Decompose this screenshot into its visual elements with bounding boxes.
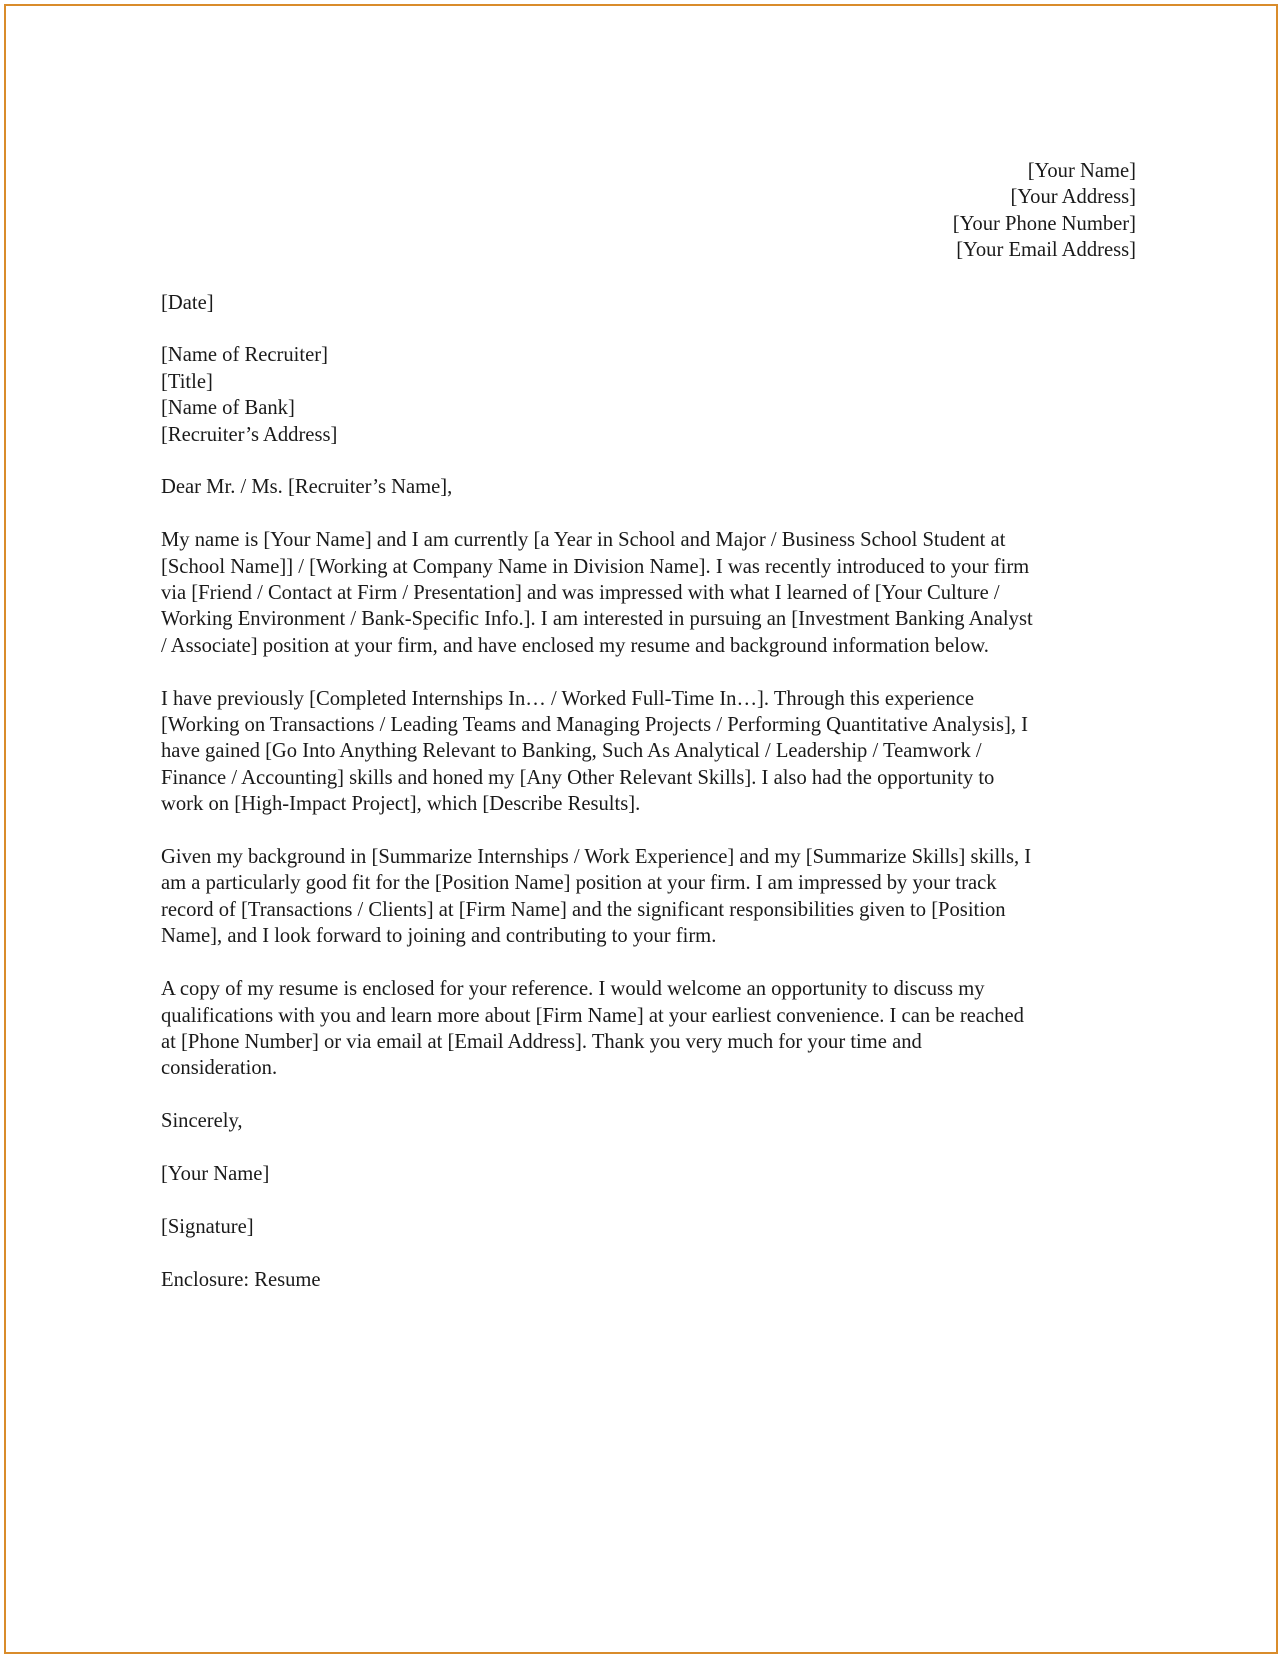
paragraph-line: via [Friend / Contact at Firm / Presentation] and was impressed with what I learned of [Your Culture / <box>161 582 1000 605</box>
paragraph-line: work on [High-Impact Project], which [Describe Results]. <box>161 793 641 816</box>
recipient-title: [Title] <box>161 370 213 393</box>
paragraph-line: [Working on Transactions / Leading Teams and Managing Projects / Performing Quantitative Analysis], I <box>161 714 1029 737</box>
sender-address-block <box>161 158 1136 264</box>
paragraph-line: at [Phone Number] or via email at [Email Address]. Thank you very much for your time and <box>161 1030 922 1053</box>
paragraph-line: Working Environment / Bank-Specific Info.]. I am interested in pursuing an [Investment Banking Analyst <box>161 608 1033 631</box>
page-frame <box>4 4 1278 1654</box>
paragraph-line: / Associate] position at your firm, and have enclosed my resume and background information below. <box>161 634 989 657</box>
enclosure-line: Enclosure: Resume <box>161 1268 321 1291</box>
paragraph-line: My name is [Your Name] and I am currently [a Year in School and Major / Business School Student at <box>161 529 1006 552</box>
recipient-address-block <box>161 342 1136 448</box>
recipient-bank: [Name of Bank] <box>161 397 295 420</box>
sender-phone: [Your Phone Number] <box>952 212 1136 235</box>
sender-address: [Your Address] <box>1010 186 1136 209</box>
sender-email: [Your Email Address] <box>956 239 1136 262</box>
signer-name: [Your Name] <box>161 1162 270 1185</box>
paragraph-line: Finance / Accounting] skills and honed my [Any Other Relevant Skills]. I also had the opportunity to <box>161 766 995 789</box>
sender-name: [Your Name] <box>1027 160 1136 182</box>
recipient-name: [Name of Recruiter] <box>161 344 328 367</box>
paragraph-line: qualifications with you and learn more about [Firm Name] at your earliest convenience. I can be reached <box>161 1004 1024 1027</box>
paragraph-line: have gained [Go Into Anything Relevant to Banking, Such As Analytical / Leadership / Teamwork / <box>161 740 982 763</box>
paragraph-line: am a particularly good fit for the [Position Name] position at your firm. I am impressed by your track <box>161 872 997 895</box>
closing: Sincerely, <box>161 1110 243 1133</box>
paragraph-line: I have previously [Completed Internships In… / Worked Full-Time In…]. Through this experience <box>161 687 974 710</box>
paragraph-closing <box>161 976 1136 1082</box>
paragraph-experience <box>161 686 1136 818</box>
recipient-address: [Recruiter’s Address] <box>161 423 338 446</box>
date-line: [Date] <box>161 291 214 314</box>
paragraph-line: Given my background in [Summarize Internships / Work Experience] and my [Summarize Skills] skills, I <box>161 846 1032 869</box>
paragraph-line: consideration. <box>161 1057 278 1080</box>
paragraph-fit <box>161 844 1136 950</box>
paragraph-line: A copy of my resume is enclosed for your reference. I would welcome an opportunity to discuss my <box>161 978 985 1001</box>
cover-letter <box>161 158 1136 1319</box>
signature: [Signature] <box>161 1215 254 1238</box>
paragraph-line: record of [Transactions / Clients] at [Firm Name] and the significant responsibilities given to [Position <box>161 898 1006 921</box>
paragraph-introduction <box>161 527 1136 659</box>
paragraph-line: Name], and I look forward to joining and contributing to your firm. <box>161 925 717 948</box>
paragraph-line: [School Name]] / [Working at Company Name in Division Name]. I was recently introduced to your firm <box>161 555 1030 578</box>
salutation: Dear Mr. / Ms. [Recruiter’s Name], <box>161 476 453 499</box>
